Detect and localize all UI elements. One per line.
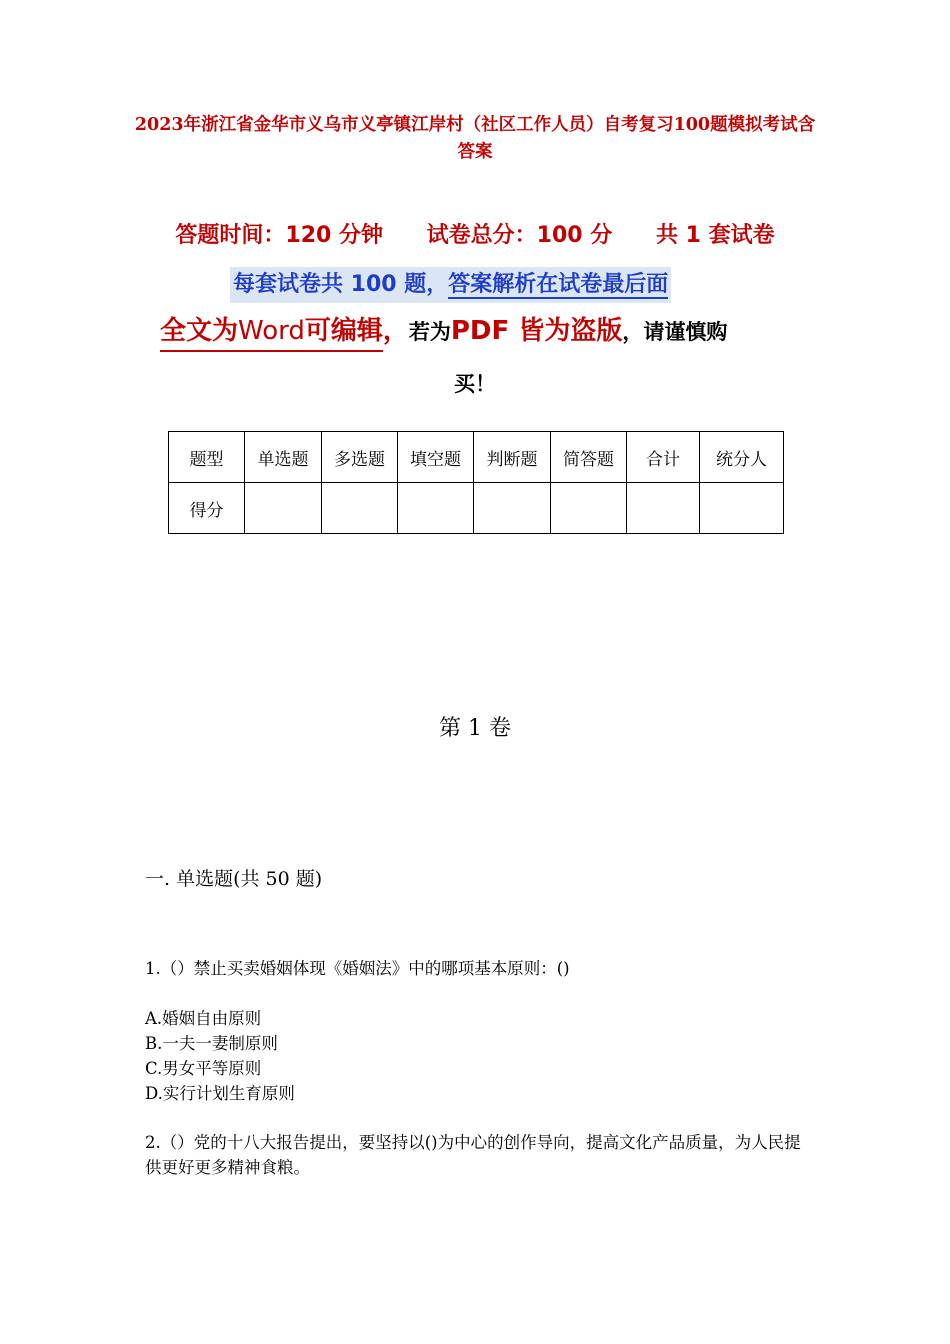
score-table-header: 单选题 — [245, 432, 322, 483]
section-heading: 一. 单选题(共 50 题) — [145, 868, 323, 890]
score-table-score-row — [169, 483, 784, 534]
score-table-header: 多选题 — [322, 432, 398, 483]
score-table-header: 填空题 — [398, 432, 474, 483]
volume-heading: 第 1 卷 — [439, 716, 511, 741]
exam-set-count: 共 1 套试卷 — [655, 223, 775, 248]
question-2-text: 2.（）党的十八大报告提出，要坚持以()为中心的创作导向，提高文化产品质量，为人民提供更好更多精神食粮。 — [145, 1133, 801, 1177]
exam-info-line — [0, 218, 950, 249]
option-d: D.实行计划生育原则 — [145, 1084, 295, 1103]
score-table-header: 判断题 — [474, 432, 551, 483]
warning-comma-1: ， — [382, 316, 409, 346]
warning-if-text: 若为 — [408, 320, 451, 344]
score-table-header-row — [169, 432, 784, 483]
option-a: A.婚姻自由原则 — [145, 1009, 262, 1028]
answer-note-banner — [230, 267, 671, 303]
score-cell — [398, 483, 474, 534]
document-title: 2023年浙江省金华市义乌市义亭镇江岸村（社区工作人员）自考复习100题模拟考试含答案 — [134, 115, 816, 162]
score-table-header: 题型 — [169, 432, 245, 483]
editable-note — [160, 316, 383, 352]
score-table-header: 简答题 — [551, 432, 627, 483]
score-table-header: 统分人 — [700, 432, 784, 483]
score-cell — [700, 483, 784, 534]
exam-time: 答题时间：120 分钟 — [175, 223, 383, 248]
question-1-text: 1.（）禁止买卖婚姻体现《婚姻法》中的哪项基本原则：() — [145, 959, 570, 978]
score-cell — [322, 483, 398, 534]
option-c: C.男女平等原则 — [145, 1059, 262, 1078]
buy-caution-text-end: 买！ — [454, 372, 496, 396]
pdf-piracy-note: PDF 皆为盗版 — [450, 316, 623, 346]
word-label: Word — [238, 316, 305, 346]
copyright-warning — [160, 310, 800, 347]
option-b: B.一夫一妻制原则 — [145, 1034, 278, 1053]
score-row-label: 得分 — [169, 483, 245, 534]
editable-note-prefix: 全文为 — [160, 316, 239, 346]
score-table — [168, 431, 784, 534]
score-cell — [627, 483, 700, 534]
exam-total-score: 试卷总分：100 分 — [426, 223, 613, 248]
question-1-options — [145, 1006, 810, 1106]
score-cell — [551, 483, 627, 534]
question-count-note: 每套试卷共 100 题， — [233, 272, 449, 297]
score-table-header: 合计 — [627, 432, 700, 483]
buy-caution-text: 请谨慎购 — [643, 320, 728, 344]
score-cell — [474, 483, 551, 534]
answer-location-note: 答案解析在试卷最后面 — [448, 272, 669, 297]
warning-comma-2: ， — [622, 320, 644, 344]
score-cell — [245, 483, 322, 534]
editable-note-suffix: 可编辑 — [304, 316, 383, 346]
